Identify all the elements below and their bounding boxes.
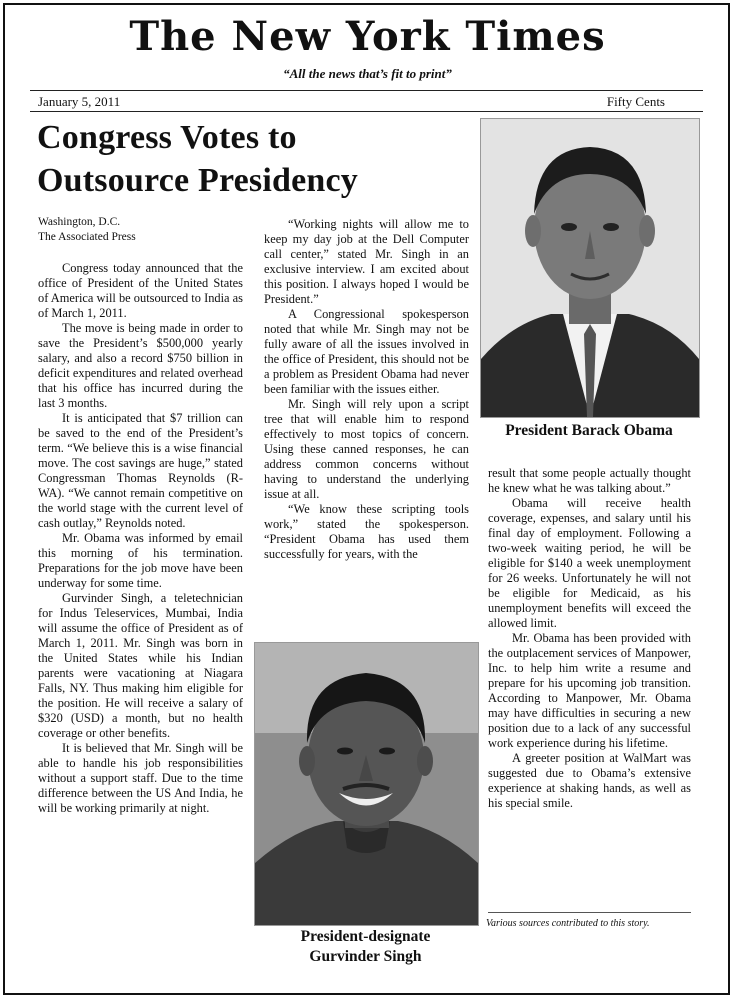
paragraph: Congress today announced that the office of President of the United States of America will be outsourced to India as of March 1, 2011. xyxy=(38,261,243,320)
singh-caption xyxy=(254,927,477,967)
paragraph: Obama will receive health coverage, expenses, and salary until his final day of employment. Following a two-week waiting period, he will be eligible for $140 a week unemployment for 26 weeks. Unfortunately he will not be eligible for Medicaid, as his unemployment benefits will exceed the allowed limit. xyxy=(488,496,691,630)
headline-line-1: Congress Votes to xyxy=(37,119,297,156)
paragraph: It is believed that Mr. Singh will be able to handle his job responsibilities without a support staff. Due to the time difference between the US And India, he will be working primarily at night. xyxy=(38,741,243,815)
singh-portrait-image xyxy=(255,643,478,925)
obama-portrait-image xyxy=(481,119,699,417)
paragraph: The move is being made in order to save the President’s $500,000 yearly salary, and also a record $750 billion in deficit expenditures and related overhead that his office has incurred during the last 3 months. xyxy=(38,321,243,410)
paragraph: A greeter position at WalMart was suggested due to Obama’s extensive experience at shaking hands, as well as his special smile. xyxy=(488,751,691,810)
masthead-tagline: “All the news that’s fit to print” xyxy=(283,66,452,81)
headline-line-2: Outsource Presidency xyxy=(37,162,358,199)
credit-rule xyxy=(488,912,691,913)
dateline-source: The Associated Press xyxy=(38,231,136,243)
paragraph: Gurvinder Singh, a teletechnician for Indus Teleservices, Mumbai, India will assume the office of President as of March 1, 2011. Mr. Singh was born in the United States while his Indian parents were vacationing at Niagara Falls, NY. Thus making him eligible for the position. He will receive a salary of $320 (USD) a month, but no health coverage or other benefits. xyxy=(38,591,243,740)
top-rule xyxy=(30,90,703,91)
paragraph: A Congressional spokesperson noted that while Mr. Singh may not be fully aware of all the issues involved in the office of President, this should not be a problem as President Obama had never been familiar with the issues either. xyxy=(264,307,469,396)
singh-caption-line-1: President-designate xyxy=(300,928,431,945)
paragraph: Mr. Obama has been provided with the outplacement services of Manpower, Inc. to help him write a resume and prepare for his upcoming job transition. According to Manpower, Mr. Obama may have difficulties in securing a new position due to a lack of any successful work experience during his lifetime. xyxy=(488,631,691,750)
bottom-rule xyxy=(30,111,703,112)
article-column-2 xyxy=(264,217,469,562)
singh-caption-line-2: Gurvinder Singh xyxy=(309,948,422,965)
masthead-title: The New York Times xyxy=(129,13,606,60)
article-column-3 xyxy=(488,466,691,811)
paragraph: “We know these scripting tools work,” stated the spokesperson. “President Obama has used them successfully for years, with the xyxy=(264,502,469,561)
obama-photo xyxy=(480,118,700,418)
singh-photo xyxy=(254,642,479,926)
story-credit: Various sources contributed to this story. xyxy=(486,918,650,929)
dateline-location: Washington, D.C. xyxy=(38,216,121,228)
paragraph: Mr. Singh will rely upon a script tree that will enable him to respond effectively to most topics of concern. Using these canned responses, he can address common concerns without having to understand the underlying issue at all. xyxy=(264,397,469,501)
paragraph: It is anticipated that $7 trillion can be saved to the end of the President’s term. “We believe this is a wise financial move. The cost savings are huge,” stated Congressman Thomas Reynolds (R-WA). “We cannot remain competitive on the world stage with the current level of cash outlay,” Reynolds noted. xyxy=(38,411,243,530)
obama-caption: President Barack Obama xyxy=(505,422,673,439)
paragraph: “Working nights will allow me to keep my day job at the Dell Computer call center,” stated Mr. Singh in an exclusive interview. I am excited about this position. I always hoped I would be President.” xyxy=(264,217,469,306)
article-column-1 xyxy=(38,215,243,816)
paragraph: result that some people actually thought he knew what he was talking about.” xyxy=(488,466,691,495)
headline xyxy=(37,116,477,202)
paragraph: Mr. Obama was informed by email this morning of his termination. Preparations for the job move have been underway for some time. xyxy=(38,531,243,590)
issue-date: January 5, 2011 xyxy=(38,94,121,109)
issue-price: Fifty Cents xyxy=(606,94,665,109)
